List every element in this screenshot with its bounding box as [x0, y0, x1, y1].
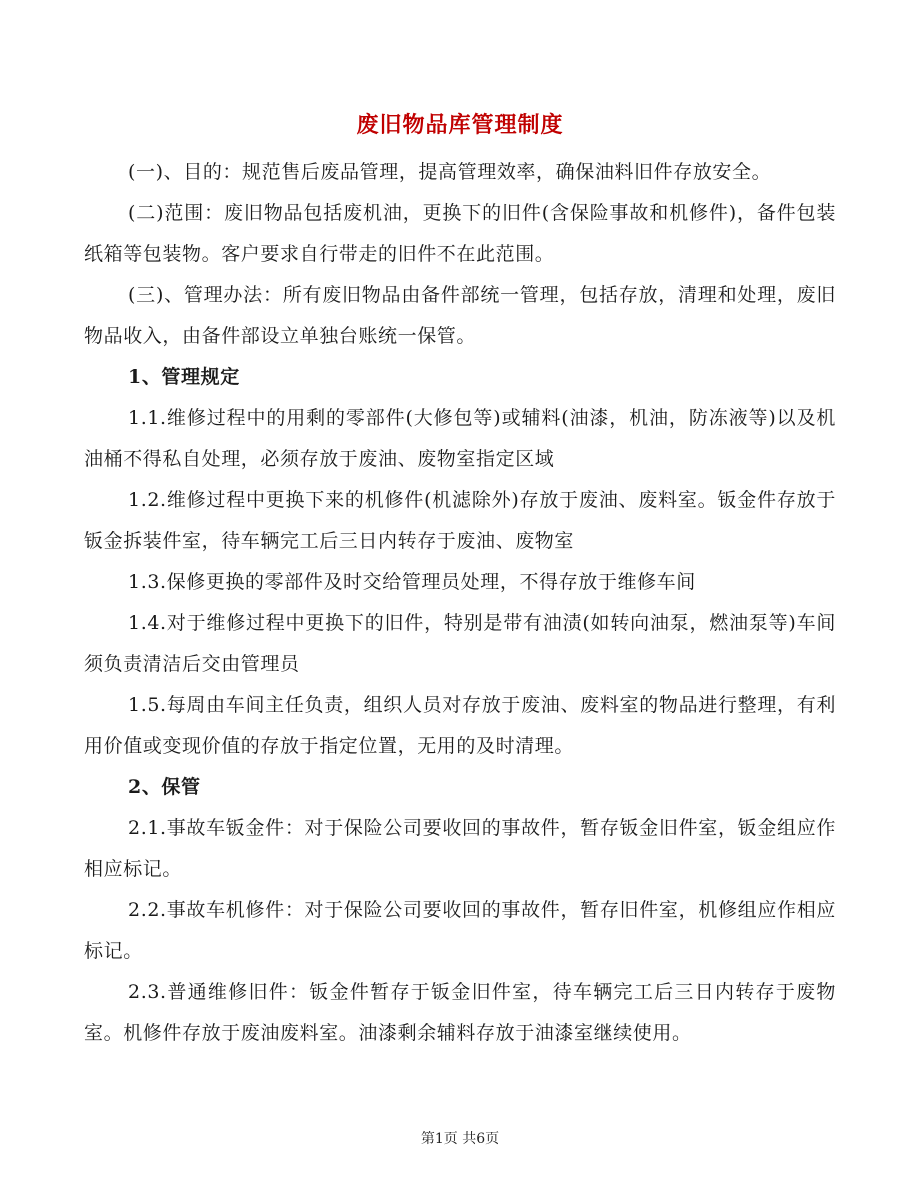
paragraph-rule-1-4: 1.4.对于维修过程中更换下的旧件，特别是带有油渍(如转向油泵，燃油泵等)车间须负责清洁后交由管理员: [84, 612, 836, 675]
page-indicator: 第1页 共6页: [420, 1131, 500, 1147]
paragraph-rule-1-5: 1.5.每周由车间主任负责，组织人员对存放于废油、废料室的物品进行整理，有利用价值或变现价值的存放于指定位置，无用的及时清理。: [84, 694, 836, 757]
paragraph-rule-1-1: 1.1.维修过程中的用剩的零部件(大修包等)或辅料(油漆，机油，防冻液等)以及机油桶不得私自处理，必须存放于废油、废物室指定区域: [84, 407, 836, 470]
paragraph-rule-1-2: 1.2.维修过程中更换下来的机修件(机滤除外)存放于废油、废料室。钣金件存放于钣金拆装件室，待车辆完工后三日内转存于废油、废物室: [84, 489, 836, 552]
paragraph-management-method: (三)、管理办法：所有废旧物品由备件部统一管理，包括存放，清理和处理，废旧物品收入，由备件部设立单独台账统一保管。: [84, 284, 836, 347]
paragraph-purpose: (一)、目的：规范售后废品管理，提高管理效率，确保油料旧件存放安全。: [128, 161, 772, 183]
paragraph-rule-1-3: 1.3.保修更换的零部件及时交给管理员处理，不得存放于维修车间: [128, 571, 696, 593]
document-title: 废旧物品库管理制度: [356, 112, 564, 138]
paragraph-storage-2-2: 2.2.事故车机修件：对于保险公司要收回的事故件，暂存旧件室，机修组应作相应标记。: [84, 899, 836, 962]
section-heading-management-rules: 1、管理规定: [128, 366, 240, 388]
paragraph-storage-2-3: 2.3.普通维修旧件：钣金件暂存于钣金旧件室，待车辆完工后三日内转存于废物室。机修件存放于废油废料室。油漆剩余辅料存放于油漆室继续使用。: [84, 981, 836, 1044]
section-heading-storage: 2、保管: [128, 776, 201, 798]
paragraph-storage-2-1: 2.1.事故车钣金件：对于保险公司要收回的事故件，暂存钣金旧件室，钣金组应作相应标记。: [84, 817, 836, 880]
paragraph-scope: (二)范围：废旧物品包括废机油，更换下的旧件(含保险事故和机修件)，备件包装纸箱等包装物。客户要求自行带走的旧件不在此范围。: [84, 202, 836, 265]
document-body: [84, 152, 836, 1054]
